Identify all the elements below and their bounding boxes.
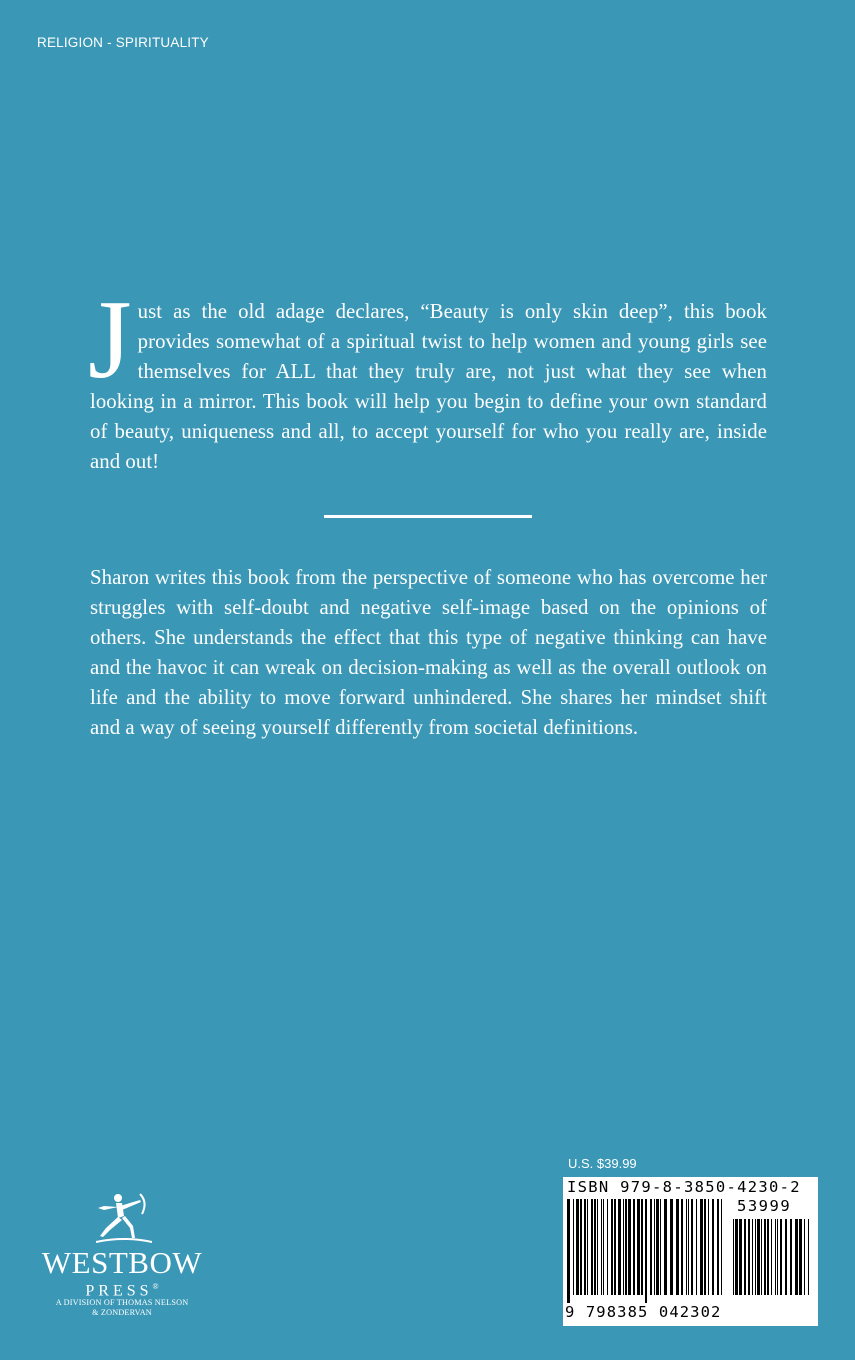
blurb-text: ust as the old adage declares, “Beauty is only skin deep”, this book provides somewhat of a spiritual twist to help women and young girls see themselves for ALL that they truly are, not just what they see when looking in a mirror. This book will help you begin to define your own standard of beauty, uniqueness and all, to accept yourself for who you really are, inside and out! <box>90 300 767 473</box>
barcode-bar <box>777 1219 778 1295</box>
barcode-bar <box>645 1199 647 1303</box>
drop-cap: J <box>88 278 132 402</box>
publisher-tagline <box>36 1298 208 1318</box>
archer-icon <box>96 1192 152 1246</box>
barcode-bar <box>611 1199 613 1295</box>
barcode-bar <box>660 1199 661 1295</box>
barcode-bar <box>654 1199 655 1295</box>
barcode-bar <box>656 1199 659 1295</box>
registered-mark: ® <box>152 1282 159 1291</box>
barcode-bar <box>633 1199 635 1295</box>
barcode-bar <box>764 1219 766 1295</box>
barcode-bar <box>795 1219 798 1295</box>
barcode-bar <box>603 1199 604 1295</box>
barcode-bar <box>704 1199 706 1295</box>
author-bio: Sharon writes this book from the perspective of someone who has overcome her struggles with self-doubt and negative self-image based on the opinions of others. She understands the effect that this type of negative thinking can have and the havoc it can wreak on decision-making as well as the overall outlook on life and the ability to move forward unhindered. She shares her mindset shift and a way of seeing yourself differently from societal definitions. <box>90 566 767 739</box>
tagline-line-1: A DIVISION OF THOMAS NELSON <box>55 1298 189 1307</box>
category-label: RELIGION - SPIRITUALITY <box>37 35 209 50</box>
barcode-bar <box>618 1199 621 1295</box>
blurb-paragraph <box>88 278 767 477</box>
press-word: PRESS <box>85 1282 153 1300</box>
addon-number: 53999 <box>737 1197 792 1215</box>
barcode-bar <box>637 1199 640 1295</box>
barcode-bar <box>567 1199 570 1303</box>
barcode-bar <box>790 1219 792 1295</box>
price-label: U.S. $39.99 <box>568 1156 637 1171</box>
barcode-bar <box>594 1199 596 1295</box>
tagline-line-2: & ZONDERVAN <box>92 1308 152 1317</box>
barcode-bar <box>623 1199 624 1295</box>
barcode-bar <box>757 1219 760 1295</box>
barcode-bar <box>696 1199 697 1295</box>
barcode-bar <box>712 1199 714 1295</box>
barcode-bar <box>780 1219 782 1295</box>
barcode-bar <box>614 1199 616 1295</box>
barcode-bar <box>597 1199 598 1295</box>
barcode-bar <box>808 1219 809 1295</box>
barcode-bar <box>717 1199 719 1295</box>
publisher-press <box>36 1278 208 1300</box>
barcode-bar <box>755 1219 756 1295</box>
barcode-bar <box>591 1199 593 1295</box>
barcode-bar <box>739 1219 742 1295</box>
barcode <box>563 1177 818 1326</box>
isbn-label: ISBN 979-8-3850-4230-2 <box>567 1178 801 1196</box>
barcode-bar <box>641 1199 643 1295</box>
barcode-bar <box>650 1199 652 1295</box>
barcode-bar <box>676 1199 679 1295</box>
barcode-bar <box>580 1199 582 1295</box>
barcode-bar <box>804 1219 805 1295</box>
barcode-bar <box>664 1199 667 1295</box>
barcode-bar <box>691 1199 693 1295</box>
barcode-bar <box>744 1219 746 1295</box>
barcode-bar <box>681 1199 683 1295</box>
ean-number: 9 798385 042302 <box>565 1303 722 1321</box>
barcode-bar <box>799 1219 802 1295</box>
barcode-bar <box>785 1219 787 1295</box>
barcode-bar <box>708 1199 709 1295</box>
barcode-bar <box>761 1219 762 1295</box>
barcode-bar <box>576 1199 579 1295</box>
barcode-bar <box>771 1219 772 1295</box>
publisher-logo <box>36 1192 216 1334</box>
barcode-bar <box>628 1199 631 1295</box>
barcode-bar <box>752 1219 753 1295</box>
barcode-bar <box>607 1199 608 1295</box>
barcode-bar <box>573 1199 574 1295</box>
barcode-addon-bars <box>733 1219 813 1303</box>
barcode-bar <box>775 1219 776 1295</box>
barcode-bar <box>584 1199 586 1295</box>
barcode-bar <box>686 1199 687 1295</box>
barcode-bar <box>733 1219 734 1295</box>
publisher-name: WESTBOW <box>41 1245 203 1280</box>
barcode-bar <box>587 1199 588 1295</box>
barcode-bar <box>601 1199 602 1295</box>
barcode-bar <box>625 1199 627 1295</box>
barcode-bar <box>735 1219 738 1295</box>
barcode-bar <box>688 1199 689 1295</box>
barcode-bar <box>748 1219 750 1295</box>
barcode-bar <box>767 1219 769 1295</box>
barcode-bars <box>567 1199 729 1303</box>
divider <box>324 515 532 518</box>
barcode-bar <box>670 1199 673 1295</box>
barcode-bar <box>700 1199 703 1295</box>
barcode-bar <box>721 1199 722 1295</box>
